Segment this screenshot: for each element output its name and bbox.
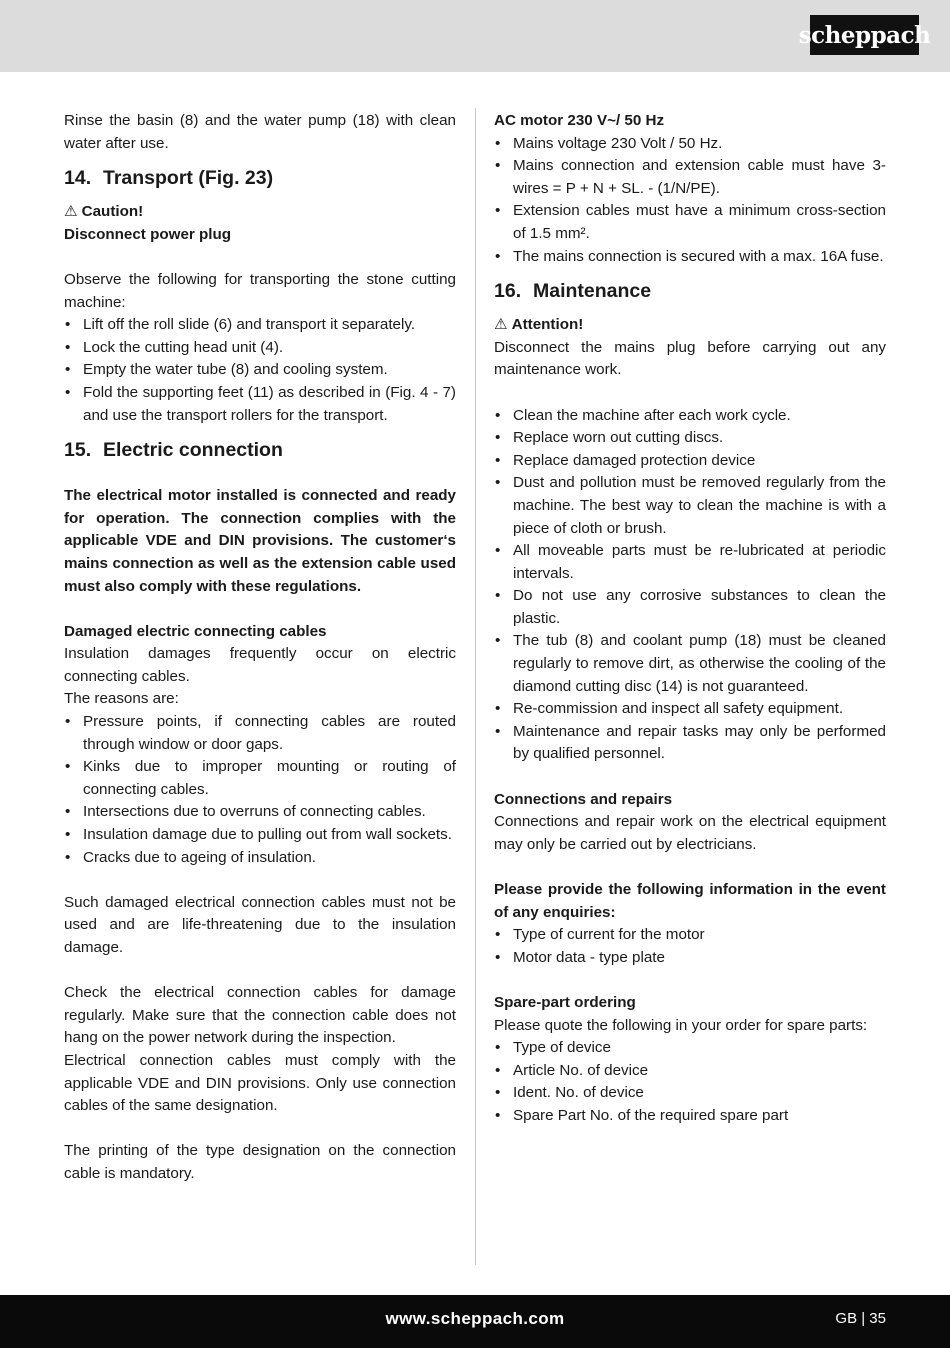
section-16-title: Maintenance xyxy=(533,280,652,303)
right-column xyxy=(494,110,886,1128)
disconnect-plug-note: Disconnect power plug xyxy=(64,225,232,243)
attention-notice xyxy=(494,314,886,337)
warning-triangle-icon: ⚠ xyxy=(64,203,78,221)
list-item: • The mains connection is secured with a max. 16A fuse. xyxy=(494,246,886,269)
enquiries-paragraph: Please provide the following information in the event of any enquiries: xyxy=(494,881,886,921)
caution-notice xyxy=(64,201,456,224)
connections-repairs-text: Connections and repair work on the electrical equipment may only be carried out by electricians. xyxy=(494,813,886,853)
list-item: • The tub (8) and coolant pump (18) must be cleaned regularly to remove dirt, as otherwise the cooling of the diamond cutting disc (14) is not guaranteed. xyxy=(494,630,886,698)
damaged-cables-heading: Damaged electric connecting cables xyxy=(64,622,327,640)
list-item: • Intersections due to overruns of connecting cables. xyxy=(64,801,456,824)
page-header xyxy=(0,0,950,72)
enquiries-list xyxy=(494,924,886,969)
connections-repairs-heading: Connections and repairs xyxy=(494,790,673,808)
list-item: • Fold the supporting feet (11) as described in (Fig. 4 - 7) and use the transport rollers for the transport. xyxy=(64,382,456,427)
list-item: • Type of device xyxy=(494,1037,886,1060)
list-item: • Mains connection and extension cable must have 3-wires = P + N + SL. - (1/N/PE). xyxy=(494,155,886,200)
list-item: • Lift off the roll slide (6) and transport it separately. xyxy=(64,314,456,337)
attention-label: Attention! xyxy=(511,316,584,334)
list-item: • Insulation damage due to pulling out from wall sockets. xyxy=(64,824,456,847)
section-14-title: Transport (Fig. 23) xyxy=(103,167,274,190)
list-item: • Empty the water tube (8) and cooling system. xyxy=(64,359,456,382)
list-item: • Article No. of device xyxy=(494,1060,886,1083)
section-14-number: 14. xyxy=(64,167,92,190)
page-footer xyxy=(0,1295,950,1348)
warning-triangle-icon: ⚠ xyxy=(494,316,508,334)
list-item: • Maintenance and repair tasks may only be performed by qualified personnel. xyxy=(494,721,886,766)
caution-label: Caution! xyxy=(81,203,144,221)
reasons-list xyxy=(64,711,456,869)
list-item: • Dust and pollution must be removed regularly from the machine. The best way to clean the machine is with a piece of cloth or brush. xyxy=(494,472,886,540)
list-item: • Lock the cutting head unit (4). xyxy=(64,337,456,360)
list-item: • Clean the machine after each work cycle. xyxy=(494,405,886,428)
list-item: • Replace worn out cutting discs. xyxy=(494,427,886,450)
list-item: • Extension cables must have a minimum cross-section of 1.5 mm². xyxy=(494,200,886,245)
page-number: GB | 35 xyxy=(835,1310,886,1327)
section-15-number: 15. xyxy=(64,439,92,462)
section-16-heading xyxy=(494,268,886,314)
transport-list xyxy=(64,314,456,427)
list-item: • Kinks due to improper mounting or routing of connecting cables. xyxy=(64,756,456,801)
list-item: • Spare Part No. of the required spare part xyxy=(494,1105,886,1128)
list-item: • Do not use any corrosive substances to clean the plastic. xyxy=(494,585,886,630)
list-item: • Type of current for the motor xyxy=(494,924,886,947)
section-15-heading xyxy=(64,427,456,473)
list-item: • Cracks due to ageing of insulation. xyxy=(64,847,456,870)
section-15-title: Electric connection xyxy=(103,439,283,462)
section-16-number: 16. xyxy=(494,280,522,303)
list-item: • Ident. No. of device xyxy=(494,1082,886,1105)
comply-paragraph: Electrical connection cables must comply with the applicable VDE and DIN provisions. Only use connection cables of the same designation. xyxy=(64,1051,456,1115)
rinse-paragraph: Rinse the basin (8) and the water pump (18) with clean water after use. xyxy=(64,112,456,152)
list-item: • Mains voltage 230 Volt / 50 Hz. xyxy=(494,133,886,156)
ac-motor-heading: AC motor 230 V~/ 50 Hz xyxy=(494,112,665,129)
damaged-cables-text: Insulation damages frequently occur on electric connecting cables. xyxy=(64,645,456,685)
spare-part-text: Please quote the following in your order for spare parts: xyxy=(494,1016,868,1034)
list-item: • Pressure points, if connecting cables are routed through window or door gaps. xyxy=(64,711,456,756)
left-column xyxy=(64,110,456,1186)
printing-paragraph: The printing of the type designation on the connection cable is mandatory. xyxy=(64,1142,456,1182)
spare-part-heading: Spare-part ordering xyxy=(494,993,636,1011)
scheppach-logo: scheppach xyxy=(810,15,919,55)
list-item: • Replace damaged protection device xyxy=(494,450,886,473)
column-divider xyxy=(475,108,476,1265)
damaged-warning-paragraph: Such damaged electrical connection cables must not be used and are life-threatening due to the insulation damage. xyxy=(64,893,456,956)
ac-motor-list xyxy=(494,133,886,269)
list-item: • Motor data - type plate xyxy=(494,947,886,970)
motor-connected-paragraph: The electrical motor installed is connected and ready for operation. The connection complies with the applicable VDE and DIN provisions. The customer‘s mains connection as well as the extension cable used must also comply with these regulations. xyxy=(64,487,456,595)
section-14-heading xyxy=(64,155,456,201)
disconnect-mains-paragraph: Disconnect the mains plug before carrying out any maintenance work. xyxy=(494,338,886,379)
check-cables-paragraph: Check the electrical connection cables for damage regularly. Make sure that the connection cable does not hang on the power network during the inspection. xyxy=(64,984,456,1047)
transport-intro: Observe the following for transporting the stone cutting machine: xyxy=(64,270,456,311)
list-item: • Re-commission and inspect all safety equipment. xyxy=(494,698,886,721)
maintenance-list xyxy=(494,405,886,767)
list-item: • All moveable parts must be re-lubricated at periodic intervals. xyxy=(494,540,886,585)
spare-part-list xyxy=(494,1037,886,1127)
website-link[interactable]: www.scheppach.com xyxy=(385,1309,565,1328)
reasons-label: The reasons are: xyxy=(64,690,179,708)
